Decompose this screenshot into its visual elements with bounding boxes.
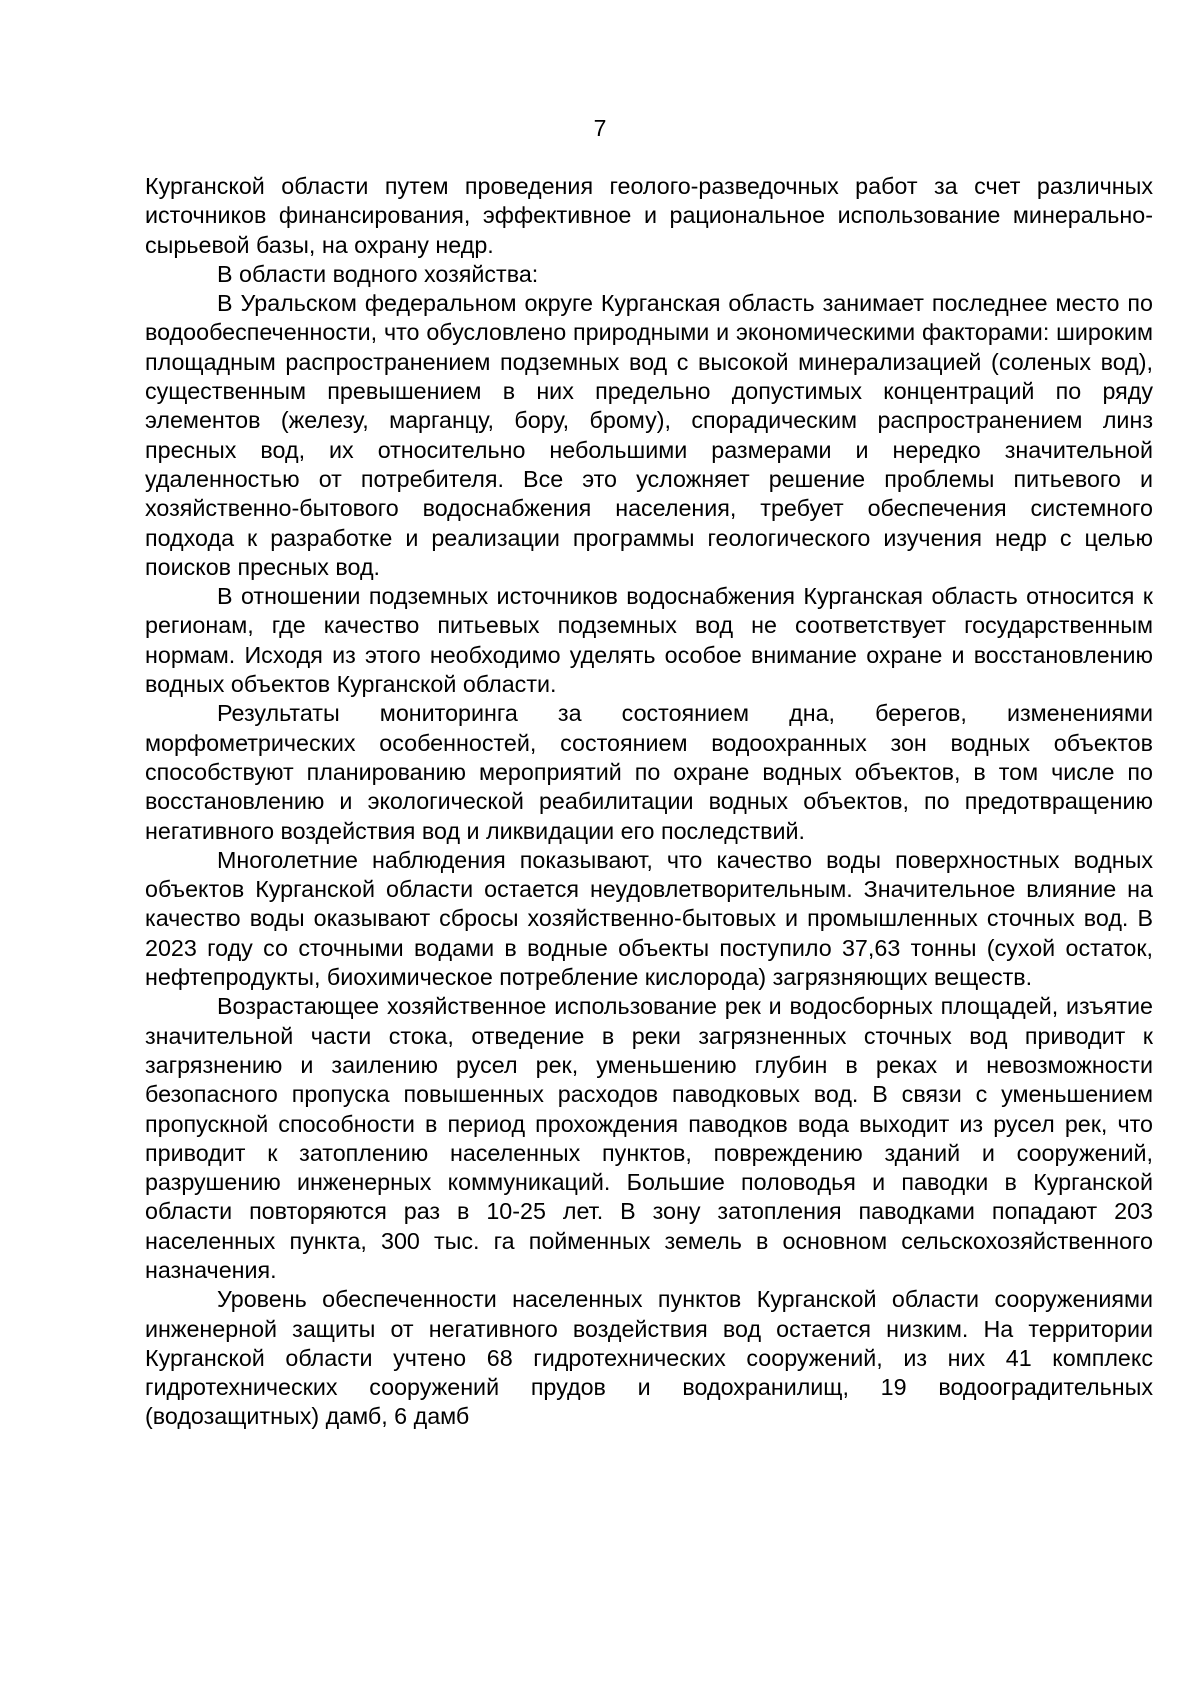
paragraph-water-supply: В Уральском федеральном округе Курганская область занимает последнее место по водообеспеченности, что обусловлено природными и экономическими факторами: широким площадным распространением подземных вод с высокой минерализацией (соленых вод), существенным превышением в них предельно допустимых концентраций по ряду элементов (железу, марганцу, бору, брому), спорадическим распространением линз пресных вод, их относительно небольшими размерами и нередко значительной удаленностью от потребителя. Все это усложняет решение проблемы питьевого и хозяйственно-бытового водоснабжения населения, требует обеспечения системного подхода к разработке и реализации программы геологического изучения недр с целью поисков пресных вод.: [145, 290, 1153, 580]
page-number: 7: [593, 115, 607, 141]
paragraph-water-quality: Многолетние наблюдения показывают, что качество воды поверхностных водных объектов Курганской области остается неудовлетворительным. Значительное влияние на качество воды оказывают сбросы хозяйственно-бытовых и промышленных сточных вод. В 2023 году со сточными водами в водные объекты поступило 37,63 тонны (сухой остаток, нефтепродукты, биохимическое потребление кислорода) загрязняющих веществ.: [145, 846, 1153, 991]
paragraph-continuation: Курганской области путем проведения геолого-разведочных работ за счет различных источников финансирования, эффективное и рациональное использование минерально-сырьевой базы, на охрану недр.: [145, 173, 1153, 258]
paragraph-water-heading: В области водного хозяйства:: [217, 260, 539, 287]
paragraph-monitoring: Результаты мониторинга за состоянием дна, берегов, изменениями морфометрических особенностей, состоянием водоохранных зон водных объектов способствуют планированию мероприятий по охране водных объектов, в том числе по восстановлению и экологической реабилитации водных объектов, по предотвращению негативного воздействия вод и ликвидации его последствий.: [145, 700, 1153, 844]
paragraph-groundwater: В отношении подземных источников водоснабжения Курганская область относится к регионам, где качество питьевых подземных вод не соответствует государственным нормам. Исходя из этого необходимо уделять особое внимание охране и восстановлению водных объектов Курганской области.: [145, 583, 1153, 698]
document-body: [145, 172, 1153, 1432]
paragraph-flooding: Возрастающее хозяйственное использование рек и водосборных площадей, изъятие значительной части стока, отведение в реки загрязненных сточных вод приводит к загрязнению и заилению русел рек, уменьшению глубин в реках и невозможности безопасного пропуска повышенных расходов паводковых вод. В связи с уменьшением пропускной способности в период прохождения паводков вода выходит из русел рек, что приводит к затоплению населенных пунктов, повреждению зданий и сооружений, разрушению инженерных коммуникаций. Большие половодья и паводки в Курганской области повторяются раз в 10-25 лет. В зону затопления паводками попадают 203 населенных пункта, 300 тыс. га пойменных земель в основном сельскохозяйственного назначения.: [145, 993, 1153, 1283]
paragraph-protection: Уровень обеспеченности населенных пунктов Курганской области сооружениями инженерной защиты от негативного воздействия вод остается низким. На территории Курганской области учтено 68 гидротехнических сооружений, из них 41 комплекс гидротехнических сооружений прудов и водохранилищ, 19 водооградительных (водозащитных) дамб, 6 дамб: [145, 1286, 1153, 1430]
